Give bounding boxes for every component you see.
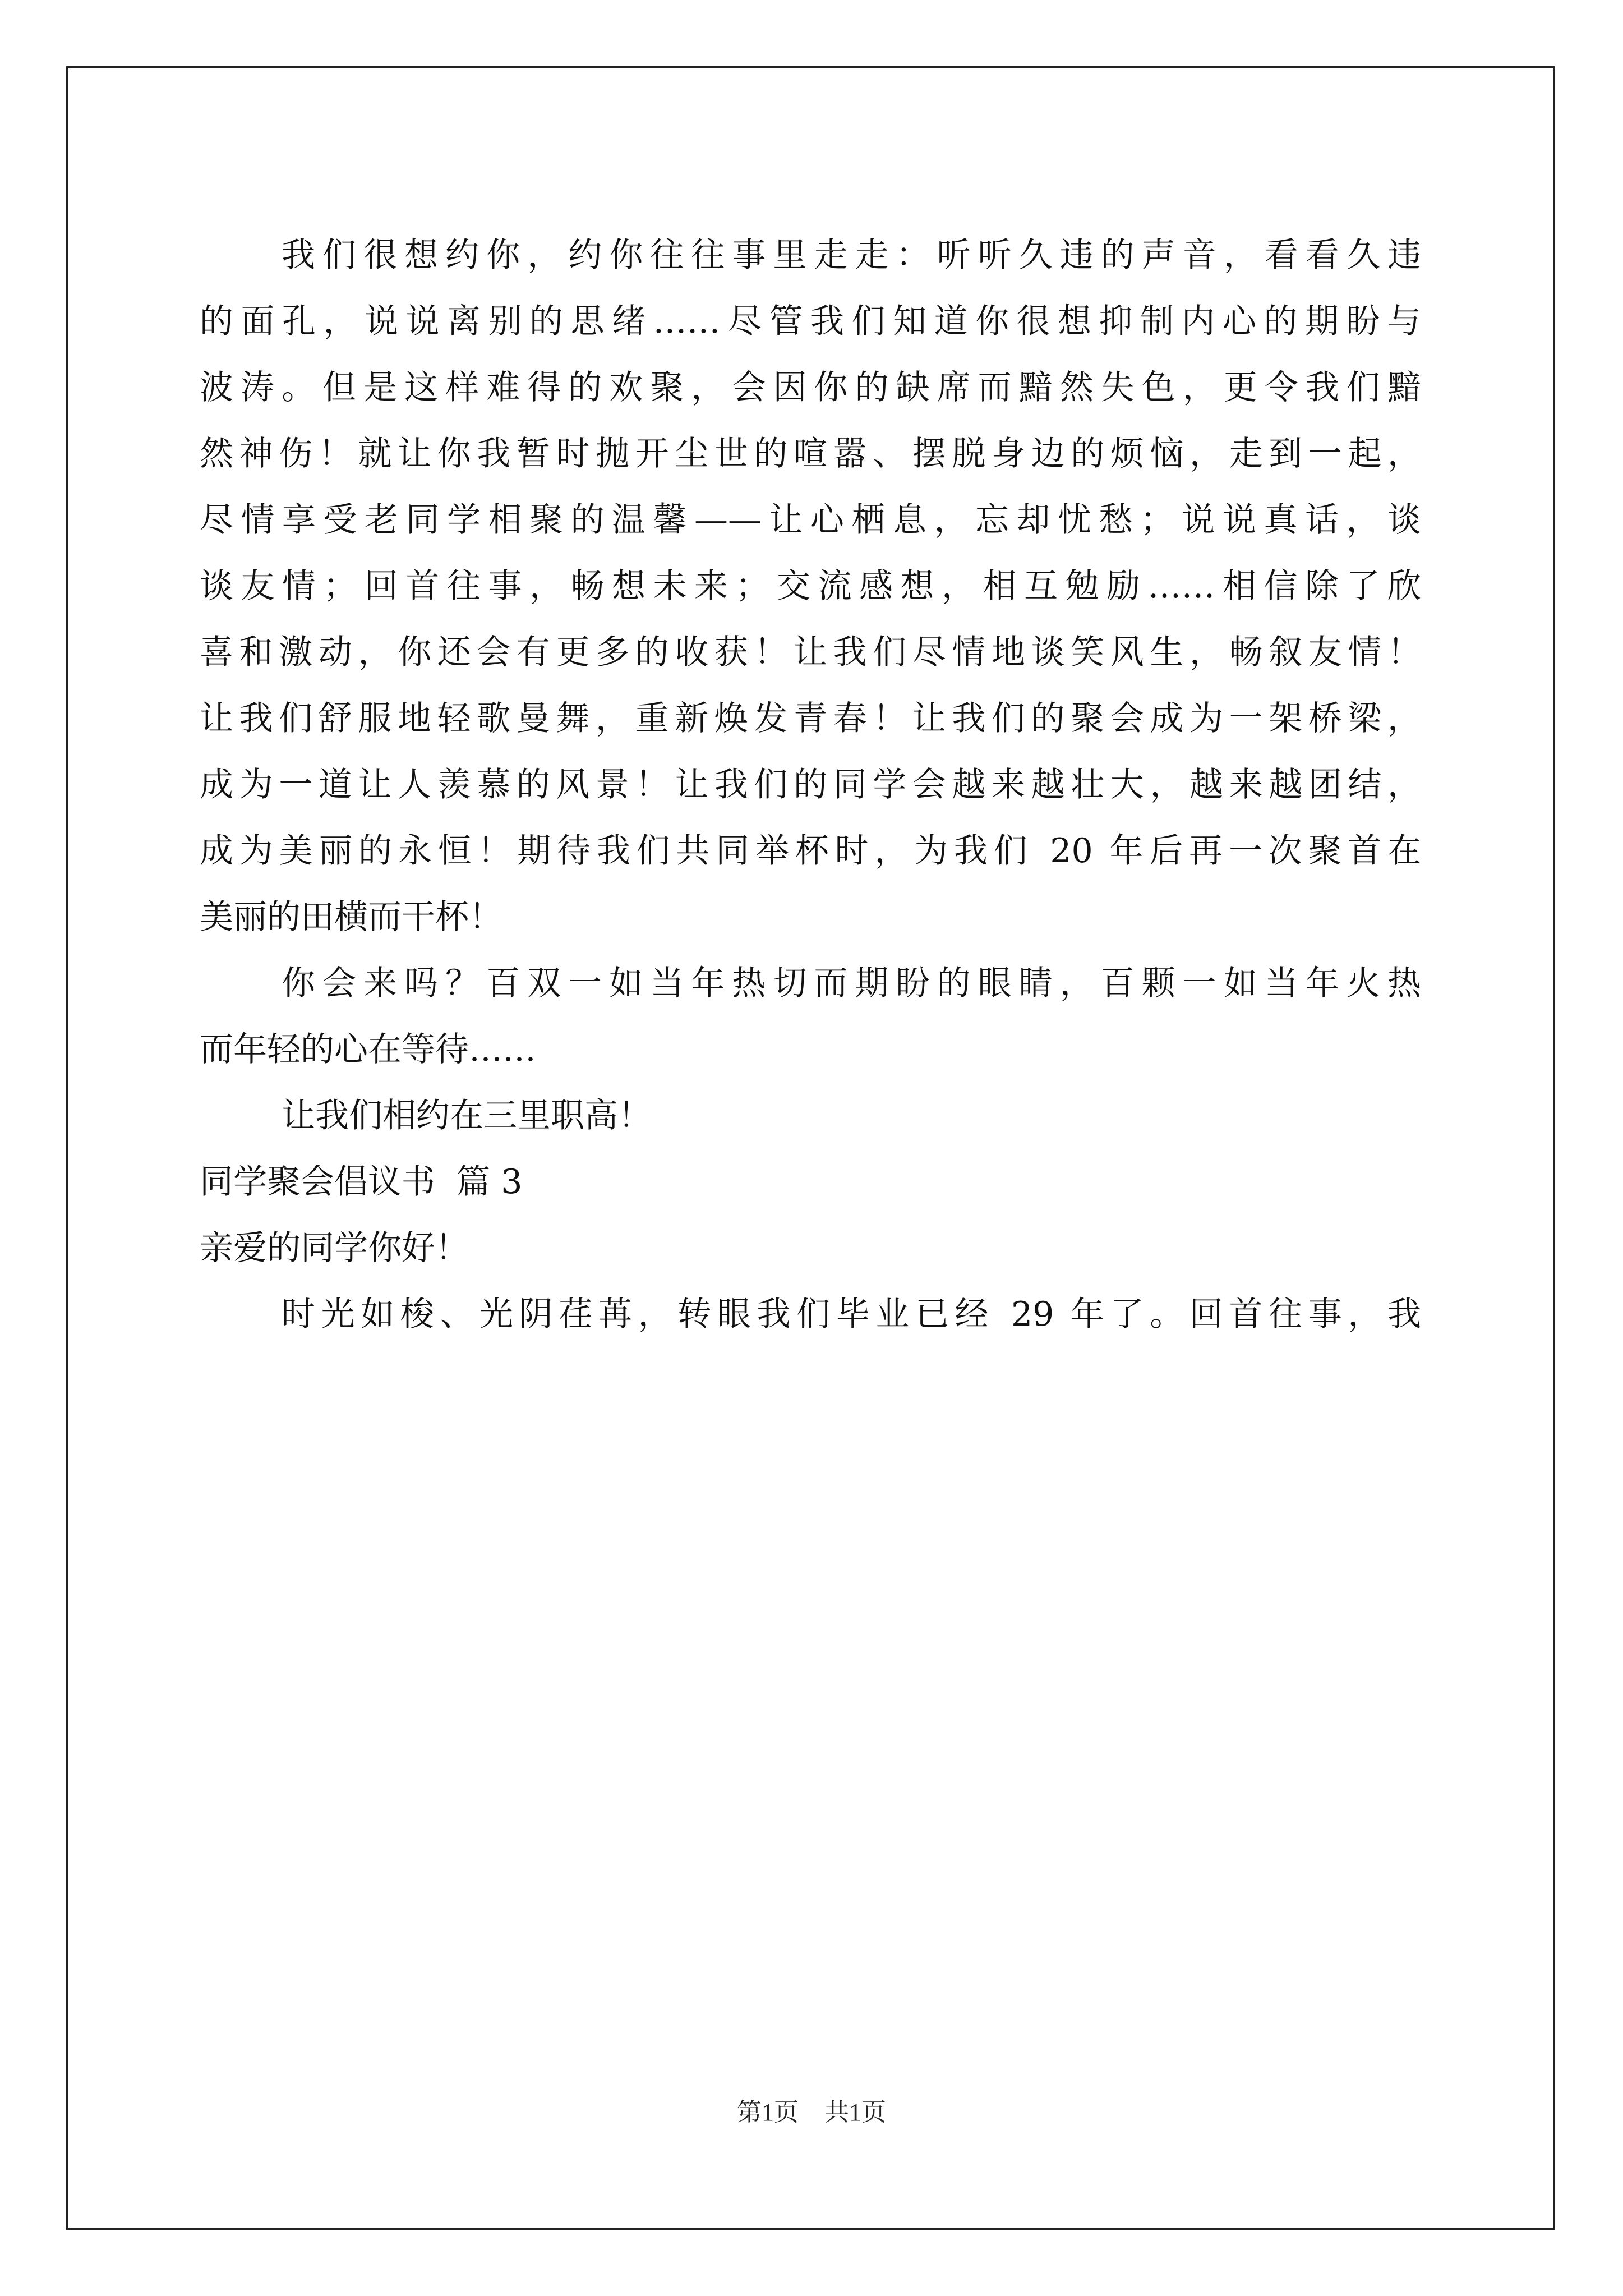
paragraph-line: 成为一道让人羡慕的风景！让我们的同学会越来越壮大，越来越团结， (200, 765, 1421, 804)
paragraph-line: 成为美丽的永恒！期待我们共同举杯时，为我们 20 年后再一次聚首在 (200, 831, 1421, 871)
salutation: 亲爱的同学你好！ (200, 1228, 469, 1268)
paragraph-line: 你会来吗？百双一如当年热切而期盼的眼睛，百颗一如当年火热 (282, 964, 1421, 1003)
paragraph-line: 尽情享受老同学相聚的温馨——让心栖息，忘却忧愁；说说真话，谈 (200, 500, 1421, 540)
page-footer (0, 2097, 1623, 2128)
paragraph-line: 让我们相约在三里职高！ (282, 1096, 652, 1135)
paragraph-line: 波涛。但是这样难得的欢聚，会因你的缺席而黯然失色，更令我们黯 (200, 368, 1421, 407)
paragraph-line: 让我们舒服地轻歌曼舞，重新焕发青春！让我们的聚会成为一架桥梁， (200, 699, 1421, 738)
paragraph-line: 谈友情；回首往事，畅想未来；交流感想，相互勉励……相信除了欣 (200, 567, 1421, 606)
paragraph-line: 我们很想约你，约你往往事里走走：听听久违的声音，看看久违 (282, 236, 1421, 275)
section-heading: 同学聚会倡议书 篇 3 (200, 1162, 523, 1202)
paragraph-line: 美丽的田横而干杯！ (200, 898, 502, 937)
paragraph-line: 然神伤！就让你我暂时抛开尘世的喧嚣、摆脱身边的烦恼，走到一起， (200, 434, 1421, 473)
paragraph-line: 的面孔，说说离别的思绪……尽管我们知道你很想抑制内心的期盼与 (200, 302, 1421, 341)
page-number-total: 共1页 (824, 2099, 886, 2126)
paragraph-line: 时光如梭、光阴荏苒，转眼我们毕业已经 29 年了。回首往事，我 (282, 1295, 1421, 1334)
paragraph-line: 而年轻的心在等待…… (200, 1030, 536, 1069)
page-number-current: 第1页 (737, 2099, 799, 2126)
paragraph-line: 喜和激动，你还会有更多的收获！让我们尽情地谈笑风生，畅叙友情！ (200, 633, 1421, 672)
